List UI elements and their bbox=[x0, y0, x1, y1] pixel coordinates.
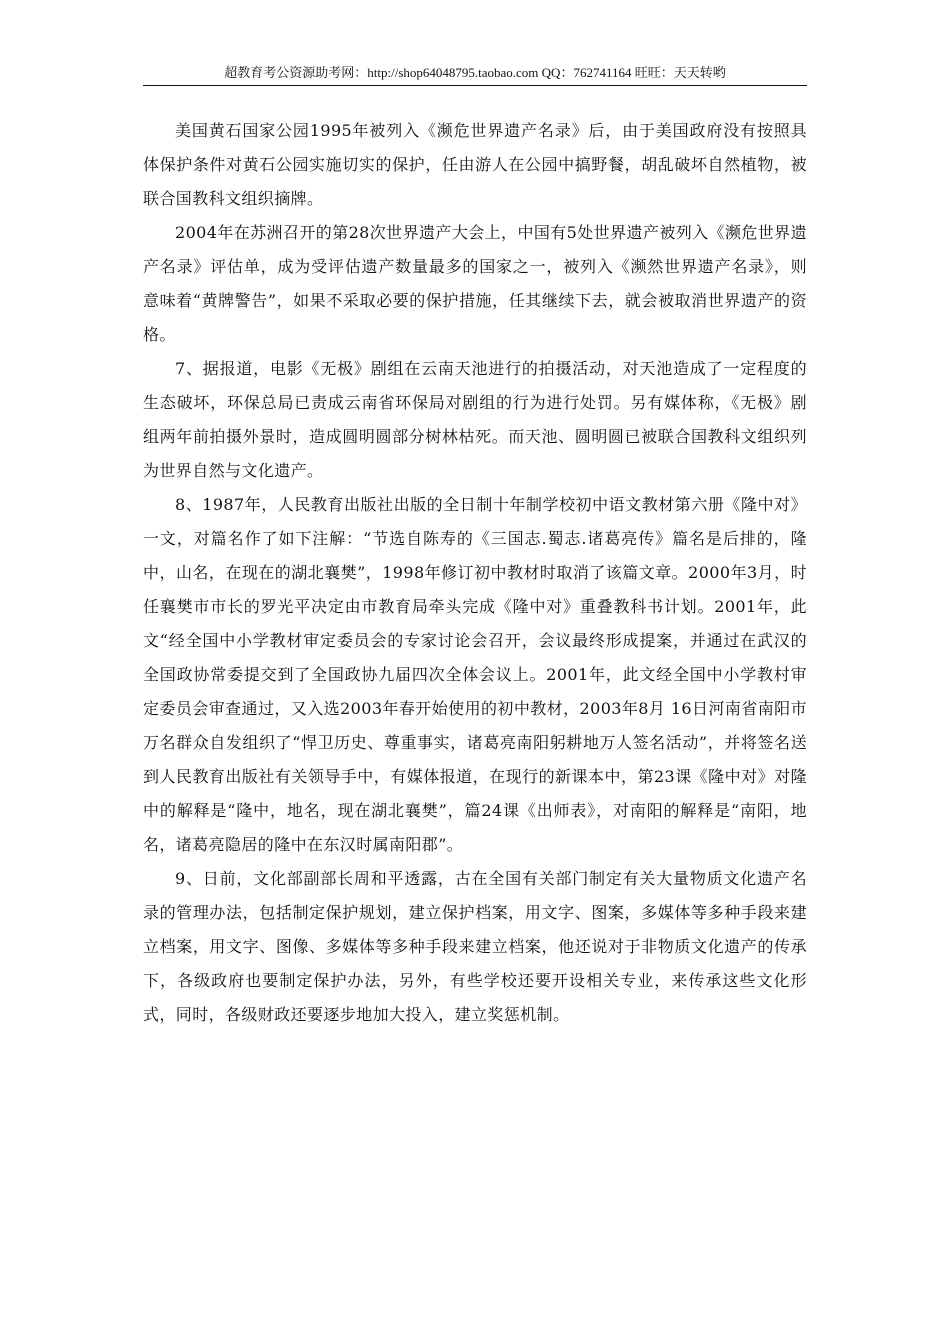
paragraph-item-7-wuji: 7、据报道，电影《无极》剧组在云南天池进行的拍摄活动，对天池造成了一定程度的生态破坏，环保总局已责成云南省环保局对剧组的行为进行处罚。另有媒体称，《无极》剧组两年前拍摄外景时，造成圆明圆部分树林枯死。而天池、圆明圆已被联合国教科文组织列为世界自然与文化遗产。 bbox=[143, 359, 807, 480]
page-header: 超教育考公资源助考网：http://shop64048795.taobao.com QQ：762741164 旺旺：天天转哟 bbox=[224, 65, 726, 80]
paragraph-item-8-longzhongdui: 8、1987年，人民教育出版社出版的全日制十年制学校初中语文教材第六册《隆中对》一文，对篇名作了如下注解：“节选自陈寿的《三国志.蜀志.诸葛亮传》篇名是后排的，隆中，山名，在现在的湖北襄樊”，1998年修订初中教材时取消了该篇文章。2000年3月，时任襄樊市市长的罗光平决定由市教育局牵头完成《隆中对》重叠教科书计划。2001年，此文“经全国中小学教材审定委员会的专家讨论会召开，会议最终形成提案，并通过在武汉的全国政协常委提交到了全国政协九届四次全体会议上。2001年，此文经全国中小学教村审定委员会审查通过，又入选2003年春开始使用的初中教材，2003年8月 16日河南省南阳市万名群众自发组织了“悍卫历史、尊重事实，诸葛亮南阳躬耕地万人签名活动”，并将签名送到人民教育出版社有关领导手中，有媒体报道，在现行的新课本中，第23课《隆中对》对隆中的解释是“隆中，地名，现在湖北襄樊”，篇24课《出师表》，对南阳的解释是“南阳，地名，诸葛亮隐居的隆中在东汉时属南阳郡”。 bbox=[143, 495, 807, 854]
paragraph-suzhou-conference: 2004年在苏洲召开的第28次世界遗产大会上，中国有5处世界遗产被列入《濒危世界遗产名录》评估单，成为受评估遗产数量最多的国家之一，被列入《濒然世界遗产名录》，则意味着“黄牌警告”，如果不采取必要的保护措施，任其继续下去，就会被取消世界遗产的资格。 bbox=[143, 223, 807, 344]
header-divider bbox=[143, 85, 807, 86]
document-body bbox=[143, 114, 807, 1032]
paragraph-item-9-heritage-management: 9、日前，文化部副部长周和平透露，古在全国有关部门制定有关大量物质文化遗产名录的管理办法，包括制定保护规划，建立保护档案，用文字、图案，多媒体等多种手段来建立档案，用文字、图像、多媒体等多种手段来建立档案，他还说对于非物质文化遗产的传承下，各级政府也要制定保护办法，另外，有些学校还要开设相关专业，来传承这些文化形式，同时，各级财政还要逐步地加大投入，建立奖惩机制。 bbox=[143, 869, 807, 1024]
paragraph-yellowstone: 美国黄石国家公园1995年被列入《濒危世界遗产名录》后，由于美国政府没有按照具体保护条件对黄石公园实施切实的保护，任由游人在公园中搞野餐，胡乱破坏自然植物，被联合国教科文组织摘牌。 bbox=[143, 121, 807, 208]
